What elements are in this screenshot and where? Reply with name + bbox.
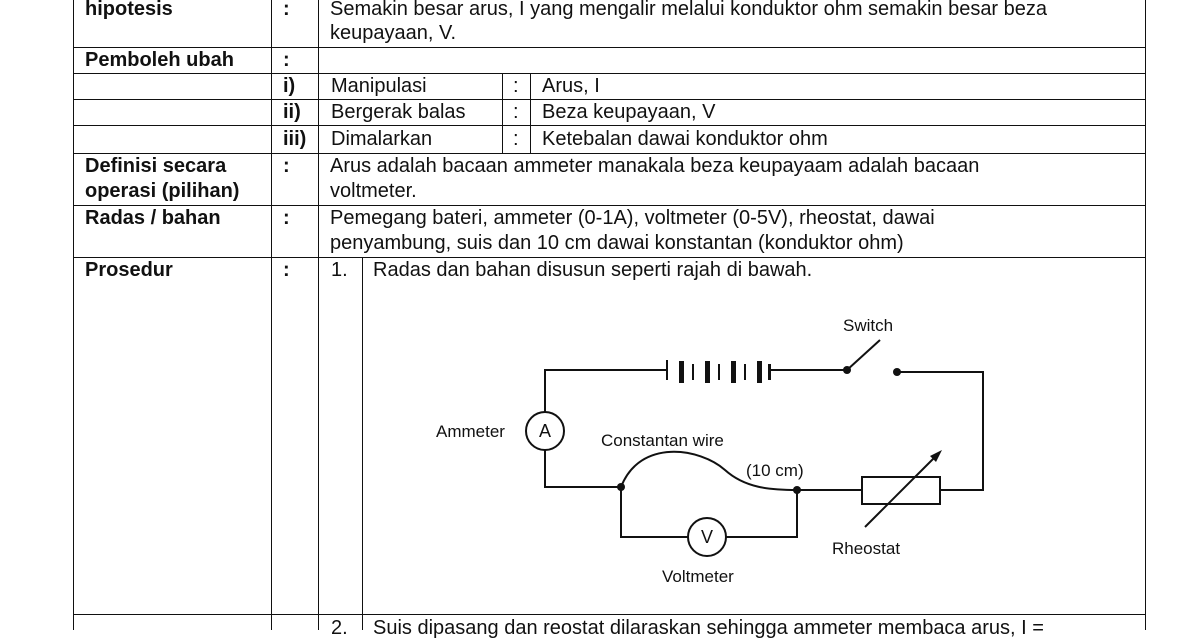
wire-label: Constantan wire bbox=[601, 431, 724, 450]
wire-voltmeter-right bbox=[726, 490, 797, 537]
radas-text-line2: penyambung, suis dan 10 cm dawai konstantan (konduktor ohm) bbox=[330, 232, 904, 254]
battery-icon bbox=[679, 361, 771, 383]
hipotesis-text-line1: Semakin besar arus, I yang mengalir melalui konduktor ohm semakin besar beza bbox=[330, 0, 1048, 20]
definisi-label-line1: Definisi secara bbox=[85, 155, 227, 177]
wire-top-left bbox=[545, 370, 667, 412]
wire-right bbox=[897, 372, 983, 490]
hipotesis-colon: : bbox=[283, 0, 290, 20]
variable-colon: : bbox=[513, 101, 519, 123]
switch-contact-left bbox=[843, 366, 851, 374]
rheostat-arrow bbox=[865, 455, 937, 527]
step-number: 2. bbox=[331, 617, 348, 639]
variable-name: Manipulasi bbox=[331, 75, 427, 97]
prosedur-colon: : bbox=[283, 259, 290, 281]
junction-right bbox=[793, 486, 801, 494]
definisi-colon: : bbox=[283, 155, 290, 177]
definisi-text-line2: voltmeter. bbox=[330, 180, 417, 202]
voltmeter-label: Voltmeter bbox=[662, 567, 734, 586]
variable-num: ii) bbox=[283, 101, 301, 123]
hipotesis-label: hipotesis bbox=[85, 0, 173, 20]
variable-value: Arus, I bbox=[542, 75, 600, 97]
prosedur-label: Prosedur bbox=[85, 259, 173, 281]
ammeter-label: Ammeter bbox=[436, 422, 505, 441]
pemboleh-ubah-label: Pemboleh ubah bbox=[85, 49, 234, 71]
step-text: Radas dan bahan disusun seperti rajah di bawah. bbox=[373, 259, 813, 281]
step-number: 1. bbox=[331, 259, 348, 281]
hipotesis-text-line2: keupayaan, V. bbox=[330, 22, 457, 44]
radas-label: Radas / bahan bbox=[85, 207, 221, 229]
wire-voltmeter-left bbox=[621, 487, 688, 537]
radas-text-line1: Pemegang bateri, ammeter (0-1A), voltmeter (0-5V), rheostat, dawai bbox=[330, 207, 935, 229]
variable-colon: : bbox=[513, 128, 519, 150]
variable-value: Beza keupayaan, V bbox=[542, 101, 716, 123]
switch-label: Switch bbox=[843, 316, 894, 335]
radas-colon: : bbox=[283, 207, 290, 229]
pemboleh-ubah-colon: : bbox=[283, 49, 290, 71]
length-label: (10 cm) bbox=[746, 461, 804, 480]
variable-num: iii) bbox=[283, 128, 307, 150]
step-text: Suis dipasang dan reostat dilaraskan sehingga ammeter membaca arus, I = bbox=[373, 617, 1044, 639]
variable-colon: : bbox=[513, 75, 519, 97]
variable-num: i) bbox=[283, 75, 296, 97]
definisi-text-line1: Arus adalah bacaan ammeter manakala beza keupayaam adalah bacaan bbox=[330, 155, 980, 177]
ammeter-symbol-letter: A bbox=[538, 421, 552, 441]
variable-name: Bergerak balas bbox=[331, 101, 466, 123]
variable-name: Dimalarkan bbox=[331, 128, 433, 150]
variable-value: Ketebalan dawai konduktor ohm bbox=[542, 128, 828, 150]
switch-lever bbox=[847, 340, 880, 370]
rheostat-label: Rheostat bbox=[832, 539, 901, 558]
junction-left bbox=[617, 483, 625, 491]
definisi-label-line2: operasi (pilihan) bbox=[85, 180, 240, 202]
switch-contact-right bbox=[893, 368, 901, 376]
voltmeter-symbol-letter: V bbox=[700, 527, 714, 547]
wire-ammeter-junction bbox=[545, 450, 621, 487]
